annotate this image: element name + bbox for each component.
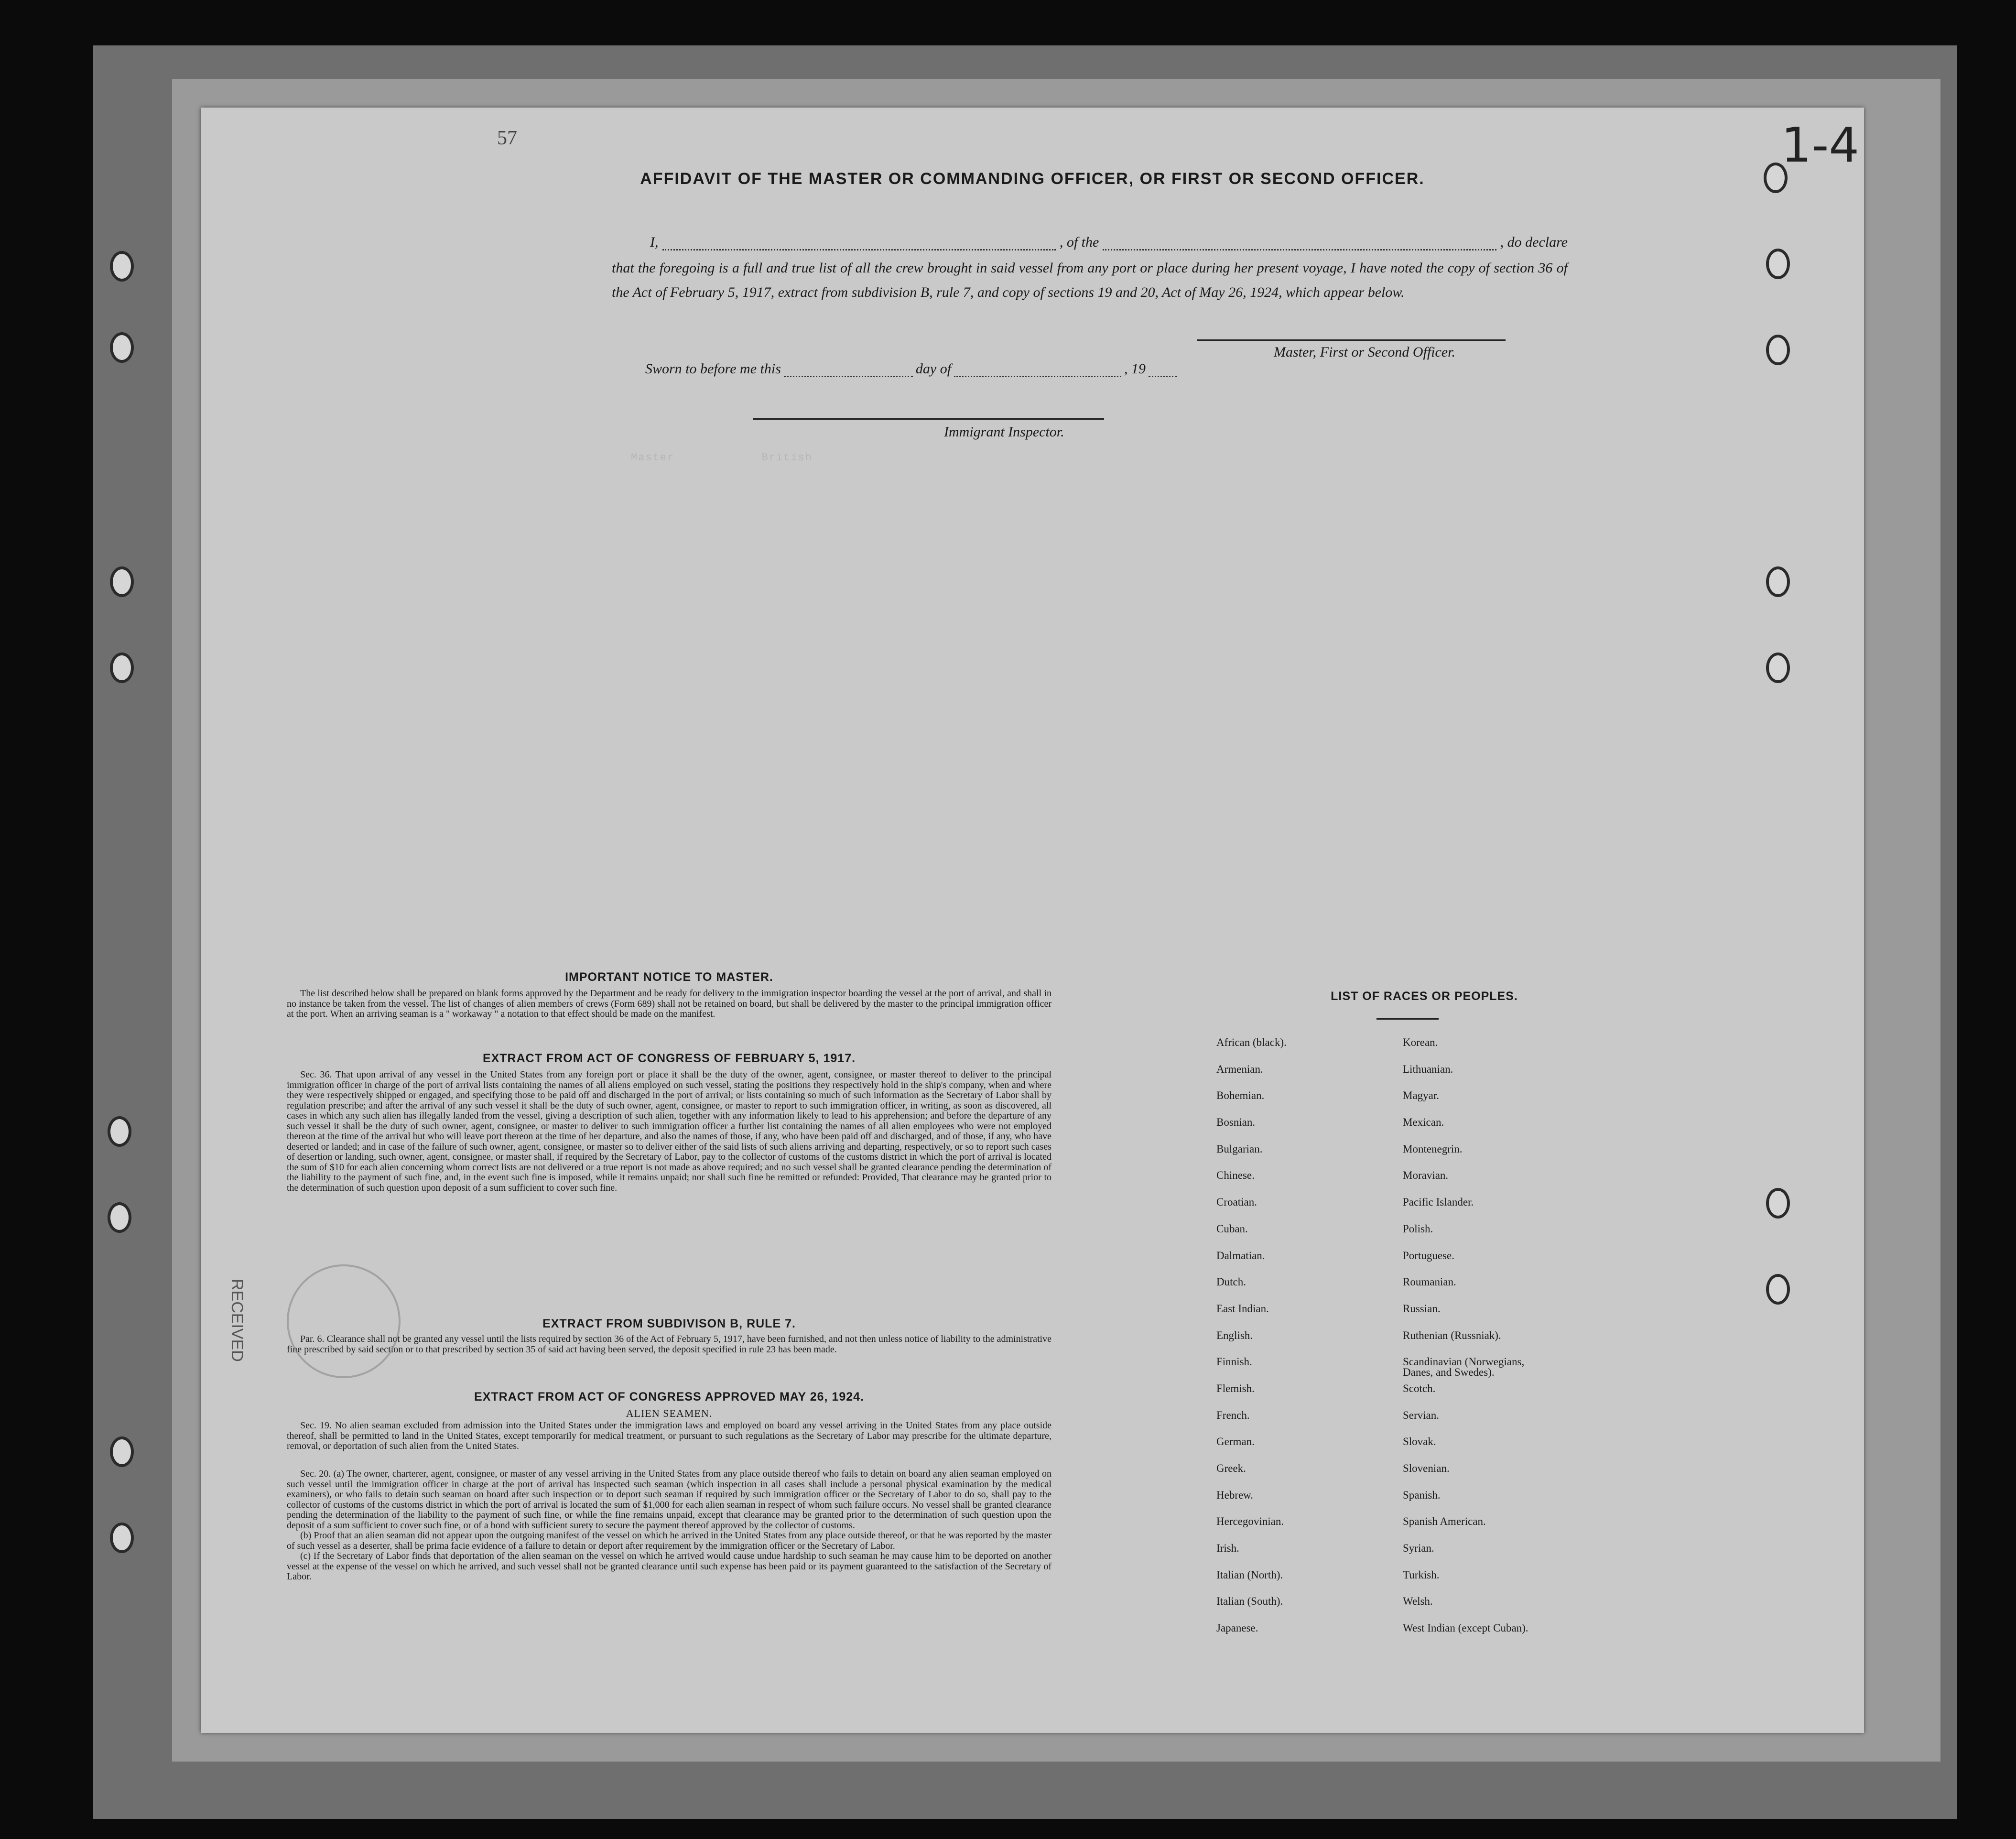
section-19-text: Sec. 19. No alien seaman excluded from admission into the United States under the immigration laws and employed on board any vessel arriving in the United States from any place outside thereof, shall be permitted to land in the United States, except temporarily for medical treatment, or pursuant to such regulations as the Secretary of Labor may prescribe for the ultimate departure, removal, or deportation of such alien from the United States. <box>287 1420 1051 1451</box>
page-number: 57 <box>497 127 517 149</box>
punch-hole-icon <box>1766 653 1790 683</box>
race-item: Portuguese. <box>1403 1249 1454 1262</box>
race-item: Bosnian. <box>1216 1116 1256 1129</box>
races-right-column <box>1403 1037 1604 1650</box>
race-item: Moravian. <box>1403 1169 1449 1182</box>
race-item: Servian. <box>1403 1409 1440 1421</box>
race-item: Mexican. <box>1403 1116 1444 1129</box>
alien-seamen-heading: ALIEN SEAMEN. <box>626 1407 713 1419</box>
race-item: Chinese. <box>1216 1169 1255 1182</box>
race-item: Syrian. <box>1403 1542 1434 1555</box>
inspector-signature-label: Immigrant Inspector. <box>944 424 1064 440</box>
punch-hole-icon <box>110 566 134 597</box>
race-item: Cuban. <box>1216 1222 1248 1235</box>
race-item: Hercegovinian. <box>1216 1515 1284 1528</box>
punch-hole-icon <box>110 1523 134 1553</box>
punch-hole-icon <box>1766 249 1790 279</box>
notice-title: IMPORTANT NOTICE TO MASTER. <box>565 970 773 984</box>
race-item: Greek. <box>1216 1462 1246 1474</box>
race-item: Magyar. <box>1403 1089 1440 1102</box>
race-item: Hebrew. <box>1216 1489 1254 1501</box>
race-item: Turkish. <box>1403 1568 1440 1581</box>
punch-hole-icon <box>108 1202 131 1233</box>
sworn-day-label: day of <box>915 361 952 377</box>
extract-1917-body: Sec. 36. That upon arrival of any vessel in the United States from any foreign port or place it shall be the duty of the owner, agent, consignee, or master thereof to deliver to the principal immigration officer in charge of the port of arrival lists containing the names of all aliens employed on such vessel, stating the positions they respectively hold in the ship's company, when and where they were respectively shipped or engaged, and specifying those to be paid off and discharged in the port of arrival; or lists containing so much of such information as the Secretary of Labor shall by regulation prescribe; and after the arrival of any such vessel it shall be the duty of such owner, agent, consignee, or master to report to such immigration officer, in writing, as soon as discovered, all cases in which any such alien has illegally landed from the vessel, giving a description of such alien, together with any information likely to lead to his apprehension; and before the departure of any such vessel it shall be the duty of such owner, agent, consignee, or master to deliver to such immigration officer a further list containing the names of all alien employees who were not employed thereon at the time of the arrival but who will leave port thereon at the time of her departure, and also the names of those, if any, who have been paid off and discharged, and of those, if any, who have deserted or landed; and in case of the failure of such owner, agent, consignee, or master so to deliver either of the said lists of such aliens arriving and departing, respectively, or so to report such cases of desertion or landing, such owner, agent, consignee, or master shall, if required by the Secretary of Labor, pay to the collector of customs of the customs district in which the port of arrival is located the sum of $10 for each alien concerning whom correct lists are not delivered or a true report is not made as above required; and no such vessel shall be granted clearance pending the determination of the liability to the payment of such fine, and, in the event such fine is imposed, while it remains unpaid; nor shall such fine be remitted or refunded: Provided, That clearance may be granted prior to the determination of such question upon deposit of a sum sufficient to cover such fine. <box>287 1069 1051 1193</box>
affidavit-page <box>201 108 1864 1733</box>
race-item: Pacific Islander. <box>1403 1196 1474 1208</box>
race-item: Korean. <box>1403 1036 1438 1048</box>
sworn-date-field[interactable] <box>784 363 913 377</box>
race-item: Bulgarian. <box>1216 1143 1263 1155</box>
affidavit-declare-label: , do declare <box>1500 234 1568 250</box>
race-item: Croatian. <box>1216 1196 1257 1208</box>
race-item: Slovak. <box>1403 1436 1436 1448</box>
race-item: East Indian. <box>1216 1302 1269 1315</box>
notice-body: The list described below shall be prepared on blank forms approved by the Department and be ready for delivery to the immigration inspector boarding the vessel at the port of arrival, and shall in no instance be taken from the vessel. The list of changes of alien members of crews (Form 689) shall not be retained on board, but shall be delivered by the master to the principal immigration officer at the port. When an arriving seaman is a " workaway " a notation to that effect should be made on the manifest. <box>287 988 1051 1019</box>
affidavit-i-label: I, <box>650 234 659 250</box>
corner-mark: 1-4 <box>1781 117 1859 173</box>
punch-hole-icon <box>110 332 134 363</box>
extract-1924-title: EXTRACT FROM ACT OF CONGRESS APPROVED MAY 26, 1924. <box>474 1390 864 1404</box>
affidavit-title: AFFIDAVIT OF THE MASTER OR COMMANDING OFFICER, OR FIRST OR SECOND OFFICER. <box>640 170 1425 188</box>
punch-hole-icon <box>1766 566 1790 597</box>
race-item: English. <box>1216 1329 1253 1341</box>
extract-1917-title: EXTRACT FROM ACT OF CONGRESS OF FEBRUARY 5, 1917. <box>482 1052 856 1065</box>
race-item: Finnish. <box>1216 1356 1252 1368</box>
races-divider <box>1377 1018 1439 1020</box>
race-item: Italian (South). <box>1216 1595 1283 1608</box>
races-left-column <box>1216 1037 1388 1650</box>
race-item: French. <box>1216 1409 1250 1421</box>
race-item: Scandinavian (Norwegians, Danes, and Swedes). <box>1403 1356 1525 1379</box>
officer-name-field[interactable] <box>662 237 1056 250</box>
punch-hole-icon <box>110 653 134 683</box>
affidavit-of-the-label: , of the <box>1059 234 1099 250</box>
race-item: Spanish American. <box>1403 1515 1486 1528</box>
race-item: Scotch. <box>1403 1382 1436 1394</box>
section-20a-text: Sec. 20. (a) The owner, charterer, agent, consignee, or master of any vessel arriving in the United States from any place outside thereof who fails to detain on board any alien seaman employed on such vessel until the immigration officer in charge at the port of arrival has inspected such seaman (which inspection in all cases shall include a personal physical examination by the medical examiners), or who fails to detain such seaman on board after such inspection or to deport such seaman if required by such immigration officer or the Secretary of Labor to do so, shall pay to the collector of customs of the customs district in which the port of arrival is located the sum of $1,000 for each alien seaman in respect of whom such failure occurs. No vessel shall be granted clearance pending the determination of the liability to the payment of such fine, or while the fine remains unpaid, except that clearance may be granted prior to the determination of such question upon the deposit of a sum sufficient to cover such fine, or of a bond with sufficient surety to secure the payment thereof approved by the collector of customs. <box>287 1469 1051 1531</box>
sworn-year-label: , 19 <box>1124 361 1146 377</box>
race-item: Dutch. <box>1216 1276 1246 1288</box>
race-item: Slovenian. <box>1403 1462 1450 1474</box>
race-item: Dalmatian. <box>1216 1249 1265 1262</box>
race-item: Flemish. <box>1216 1382 1255 1394</box>
show-through-text: Master British <box>631 452 1823 464</box>
master-signature-line[interactable] <box>1197 339 1506 341</box>
race-item: Montenegrin. <box>1403 1143 1463 1155</box>
affidavit-declaration-line <box>650 234 1568 250</box>
race-item: Russian. <box>1403 1302 1441 1315</box>
sworn-prefix: Sworn to before me this <box>645 361 781 377</box>
punch-hole-icon <box>1766 1274 1790 1305</box>
race-item: Spanish. <box>1403 1489 1441 1501</box>
punch-hole-icon <box>110 1436 134 1467</box>
master-signature-label: Master, First or Second Officer. <box>1274 344 1455 360</box>
section-20-text <box>287 1469 1051 1582</box>
sworn-line <box>645 361 1362 377</box>
race-item: Armenian. <box>1216 1063 1263 1075</box>
race-item: Italian (North). <box>1216 1568 1283 1581</box>
race-item: Irish. <box>1216 1542 1239 1555</box>
races-title: LIST OF RACES OR PEOPLES. <box>1331 990 1518 1003</box>
extract-rule7-body: Par. 6. Clearance shall not be granted any vessel until the lists required by section 36 of the Act of February 5, 1917, have been furnished, and not then unless notice of liability to the administrative fine prescribed by said section or to that prescribed by section 35 of said act having been served, the deposit specified in rule 23 has been made. <box>287 1334 1051 1355</box>
race-item: Ruthenian (Russniak). <box>1403 1329 1501 1341</box>
extract-rule7-title: EXTRACT FROM SUBDIVISON B, RULE 7. <box>542 1317 796 1330</box>
affidavit-body: that the foregoing is a full and true list of all the crew brought in said vessel from any port or place during her present voyage, I have noted the copy of section 36 of the Act of February 5, 1917, extract from subdivision B, rule 7, and copy of sections 19 and 20, Act of May 26, 1924, which appear below. <box>612 260 1568 300</box>
received-stamp-text: RECEIVED <box>228 1279 246 1362</box>
race-item: West Indian (except Cuban). <box>1403 1622 1528 1634</box>
race-item: Lithuanian. <box>1403 1063 1453 1075</box>
race-item: Polish. <box>1403 1222 1433 1235</box>
punch-hole-icon <box>108 1116 131 1147</box>
race-item: Welsh. <box>1403 1595 1433 1608</box>
sworn-year-field[interactable] <box>1149 363 1177 377</box>
race-item: African (black). <box>1216 1036 1287 1048</box>
race-item: Bohemian. <box>1216 1089 1265 1102</box>
inspector-signature-line[interactable] <box>753 418 1104 420</box>
race-item: Japanese. <box>1216 1622 1258 1634</box>
punch-hole-icon <box>1766 335 1790 365</box>
section-20b-text: (b) Proof that an alien seaman did not appear upon the outgoing manifest of the vessel on which he arrived in the United States from any place outside thereof, or that he was reported by the master of such vessel as a deserter, shall be prima facie evidence of a failure to detain or deport after requirement by the immigration officer or the Secretary of Labor. <box>287 1530 1051 1551</box>
section-20c-text: (c) If the Secretary of Labor finds that deportation of the alien seaman on the vessel on which he arrived would cause undue hardship to such seaman he may cause him to be deported on another vessel at the expense of the vessel on which he arrived, and such vessel shall not be granted clearance until such expense has been paid or its payment guaranteed to the satisfaction of the Secretary of Labor. <box>287 1551 1051 1582</box>
race-item: Roumanian. <box>1403 1276 1456 1288</box>
race-item: German. <box>1216 1436 1255 1448</box>
punch-hole-icon <box>1766 1188 1790 1219</box>
received-stamp <box>287 1264 401 1378</box>
vessel-name-field[interactable] <box>1103 237 1496 250</box>
punch-hole-icon <box>110 251 134 282</box>
sworn-month-field[interactable] <box>954 363 1121 377</box>
